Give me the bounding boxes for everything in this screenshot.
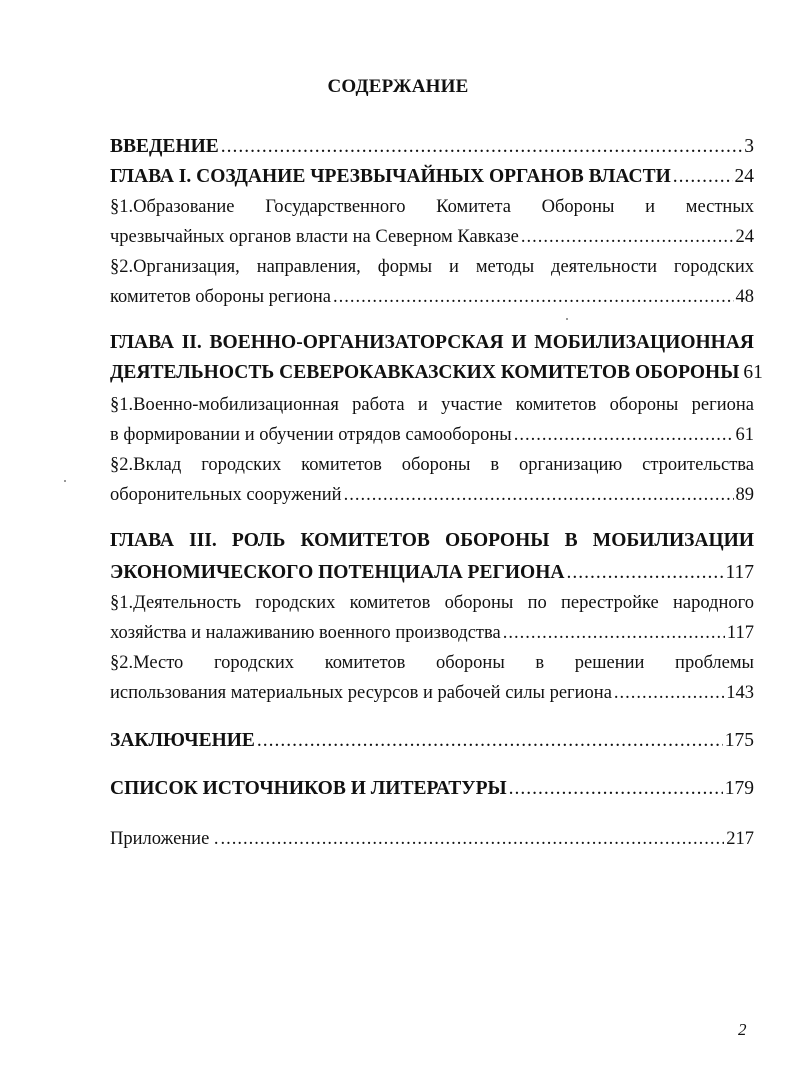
toc-entry-ch2-section-2-line1[interactable]: §2.Вклад городских комитетов обороны в организацию строительства [110, 455, 754, 475]
toc-entry-ch3-section-1-line1[interactable]: §1.Деятельность городских комитетов обороны по перестройке народного [110, 593, 754, 613]
toc-leader-dots [566, 558, 723, 588]
toc-page-number: 24 [735, 227, 754, 247]
toc-leader-dots [221, 132, 742, 162]
toc-page-number: 3 [744, 136, 754, 157]
toc-entry-label: ВВЕДЕНИЕ [110, 136, 219, 157]
toc-page-number: 217 [726, 829, 754, 849]
toc-entry-label: ЭКОНОМИЧЕСКОГО ПОТЕНЦИАЛА РЕГИОНА [110, 562, 565, 583]
toc-entry-ch1-section-1-line1[interactable]: §1.Образование Государственного Комитета Обороны и местных [110, 197, 754, 217]
toc-leader-dots [257, 726, 723, 756]
toc-page-number: 24 [734, 166, 754, 187]
toc-entry-appendix[interactable] [110, 824, 754, 854]
toc-entry-label: в формировании и обучении отрядов самообороны [110, 425, 512, 445]
toc-page-number: 117 [725, 562, 754, 583]
toc-entry-label: чрезвычайных органов власти на Северном Кавказе [110, 227, 519, 247]
toc-leader-dots [521, 222, 734, 252]
toc-entry-ch3-section-2[interactable] [110, 678, 754, 708]
toc-entry-label: ГЛАВА I. СОЗДАНИЕ ЧРЕЗВЫЧАЙНЫХ ОРГАНОВ ВЛАСТИ [110, 166, 671, 187]
toc-leader-dots [503, 618, 725, 648]
toc-entry-ch1-section-1[interactable] [110, 222, 754, 252]
toc-entry-label: ДЕЯТЕЛЬНОСТЬ СЕВЕРОКАВКАЗСКИХ КОМИТЕТОВ ОБОРОНЫ [110, 362, 740, 383]
toc-entry-chapter-1[interactable] [110, 162, 754, 192]
toc-entry-ch2-section-1-line1[interactable]: §1.Военно-мобилизационная работа и участие комитетов обороны региона [110, 395, 754, 415]
toc-entry-label: ЗАКЛЮЧЕНИЕ [110, 730, 255, 751]
toc-page-number: 179 [724, 778, 754, 799]
toc-page-number: 89 [735, 485, 754, 505]
toc-entry-ch3-section-2-line1[interactable]: §2.Место городских комитетов обороны в решении проблемы [110, 653, 754, 673]
toc-entry-label: хозяйства и налаживанию военного производства [110, 623, 501, 643]
toc-page-number: 61 [743, 362, 763, 383]
toc-leader-dots [614, 678, 724, 708]
toc-entry-label: комитетов обороны региона [110, 287, 331, 307]
toc-page-number: 175 [724, 730, 754, 751]
toc-entry-ch2-section-2[interactable] [110, 480, 754, 510]
page-number: 2 [738, 1020, 747, 1039]
toc-page-number: 61 [735, 425, 754, 445]
toc-entry-ch3-section-1[interactable] [110, 618, 754, 648]
page-title: СОДЕРЖАНИЕ [327, 76, 469, 97]
toc-entry-chapter-3-line1[interactable]: ГЛАВА III. РОЛЬ КОМИТЕТОВ ОБОРОНЫ В МОБИЛИЗАЦИИ [110, 530, 754, 551]
toc-entry-ch1-section-2-line1[interactable]: §2.Организация, направления, формы и методы деятельности городских [110, 257, 754, 277]
toc-entry-label: использования материальных ресурсов и рабочей силы региона [110, 683, 612, 703]
scan-speck [64, 480, 66, 482]
toc-leader-dots [673, 162, 733, 192]
toc-leader-dots [344, 480, 734, 510]
toc-entry-chapter-2[interactable] [110, 358, 763, 388]
toc-entry-label: Приложение . [110, 829, 219, 849]
toc-leader-dots [514, 420, 734, 450]
toc-page-number: 48 [735, 287, 754, 307]
toc-entry-ch2-section-1[interactable] [110, 420, 754, 450]
toc-leader-dots [509, 774, 723, 804]
toc-entry-introduction[interactable] [110, 132, 754, 162]
toc-page-number: 143 [726, 683, 754, 703]
toc-entry-conclusion[interactable] [110, 726, 754, 756]
scan-speck [566, 318, 568, 320]
toc-entry-label: оборонительных сооружений [110, 485, 342, 505]
toc-leader-dots [333, 282, 734, 312]
toc-page-number: 117 [726, 623, 754, 643]
toc-entry-chapter-3[interactable] [110, 558, 754, 588]
toc-entry-chapter-2-line1[interactable]: ГЛАВА II. ВОЕННО-ОРГАНИЗАТОРСКАЯ И МОБИЛИЗАЦИОННАЯ [110, 332, 754, 353]
toc-entry-ch1-section-2[interactable] [110, 282, 754, 312]
toc-entry-sources[interactable] [110, 774, 754, 804]
toc-leader-dots [221, 824, 725, 854]
toc-entry-label: СПИСОК ИСТОЧНИКОВ И ЛИТЕРАТУРЫ [110, 778, 507, 799]
